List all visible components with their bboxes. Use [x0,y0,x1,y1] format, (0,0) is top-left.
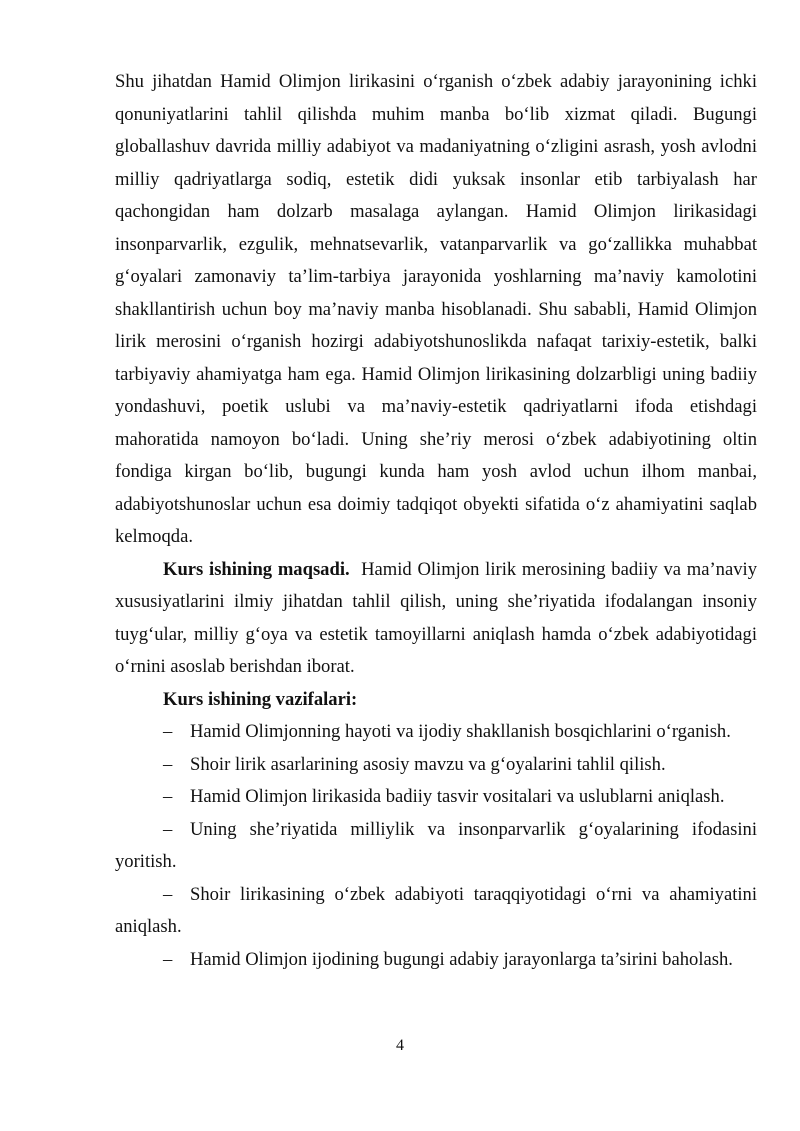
task-item [115,749,757,782]
dash-bullet: – [163,786,173,807]
goal-text: Hamid Olimjon lirik merosining badiiy va ma’naviy xususiyatlarini ilmiy jihatdan tahlil qilish, uning she’riyatida ifodalangan insoniy tuyg‘ular, milliy g‘oya va estetik tamoyillarni aniqlash hamda o‘zbek adabiyotidagi o‘rnini asoslab berishdan iborat. [115,558,757,677]
dash-bullet: – [163,883,173,905]
dash-bullet: – [163,818,173,840]
task-item [115,944,757,977]
document-body [115,66,757,976]
task-text: Shoir lirik asarlarining asosiy mavzu va g‘oyalarini tahlil qilish. [190,753,666,775]
task-item [115,814,757,879]
page-number: 4 [396,1037,404,1054]
goal-paragraph [115,554,757,684]
task-item [115,716,757,749]
task-text: Uning she’riyatida milliylik va insonparvarlik g‘oyalarining ifodasini yoritish. [115,818,757,872]
task-text: Hamid Olimjonning hayoti va ijodiy shakllanish bosqichlarini o‘rganish. [190,721,731,742]
tasks-list [115,716,757,976]
dash-bullet: – [163,753,173,775]
task-text: Hamid Olimjon ijodining bugungi adabiy jarayonlarga ta’sirini baholash. [190,948,733,970]
dash-bullet: – [163,948,173,970]
task-item [115,781,757,814]
goal-heading: Kurs ishining maqsadi. [163,558,350,580]
tasks-heading: Kurs ishining vazifalari: [163,688,358,710]
task-text: Hamid Olimjon lirikasida badiiy tasvir vositalari va uslublarni aniqlash. [190,786,725,807]
intro-paragraph: Shu jihatdan Hamid Olimjon lirikasini o‘rganish o‘zbek adabiy jarayonining ichki qonuniyatlarini tahlil qilishda muhim manba bo‘lib xizmat qiladi. Bugungi globallashuv davrida milliy adabiyot va madaniyatning o‘zligini asrash, yosh avlodni milliy qadriyatlarga sodiq, estetik didi yuksak insonlar etib tarbiyalash har qachongidan ham dolzarb masalaga aylangan. Hamid Olimjon lirikasidagi insonparvarlik, ezgulik, mehnatsevarlik, vatanparvarlik va go‘zallikka muhabbat g‘oyalari zamonaviy ta’lim-tarbiya jarayonida yoshlarning ma’naviy kamolotini shakllantirish uchun boy ma’naviy manba hisoblanadi. Shu sababli, Hamid Olimjon lirik merosini o‘rganish hozirgi adabiyotshunoslikda nafaqat tarixiy-estetik, balki tarbiyaviy ahamiyatga ham ega. Hamid Olimjon lirikasining dolzarbligi uning badiiy yondashuvi, poetik uslubi va ma’naviy-estetik qadriyatlarni ifoda etishdagi mahoratida namoyon bo‘ladi. Uning she’riy merosi o‘zbek adabiyotining oltin fondiga kirgan bo‘lib, bugungi kunda ham yosh avlod uchun ilhom manbai, adabiyotshunoslar uchun esa doimiy tadqiqot obyekti sifatida o‘z ahamiyatini saqlab kelmoqda. [115,71,757,547]
task-text: Shoir lirikasining o‘zbek adabiyoti taraqqiyotidagi o‘rni va ahamiyatini aniqlash. [115,883,757,937]
dash-bullet: – [163,721,173,742]
task-item [115,879,757,944]
